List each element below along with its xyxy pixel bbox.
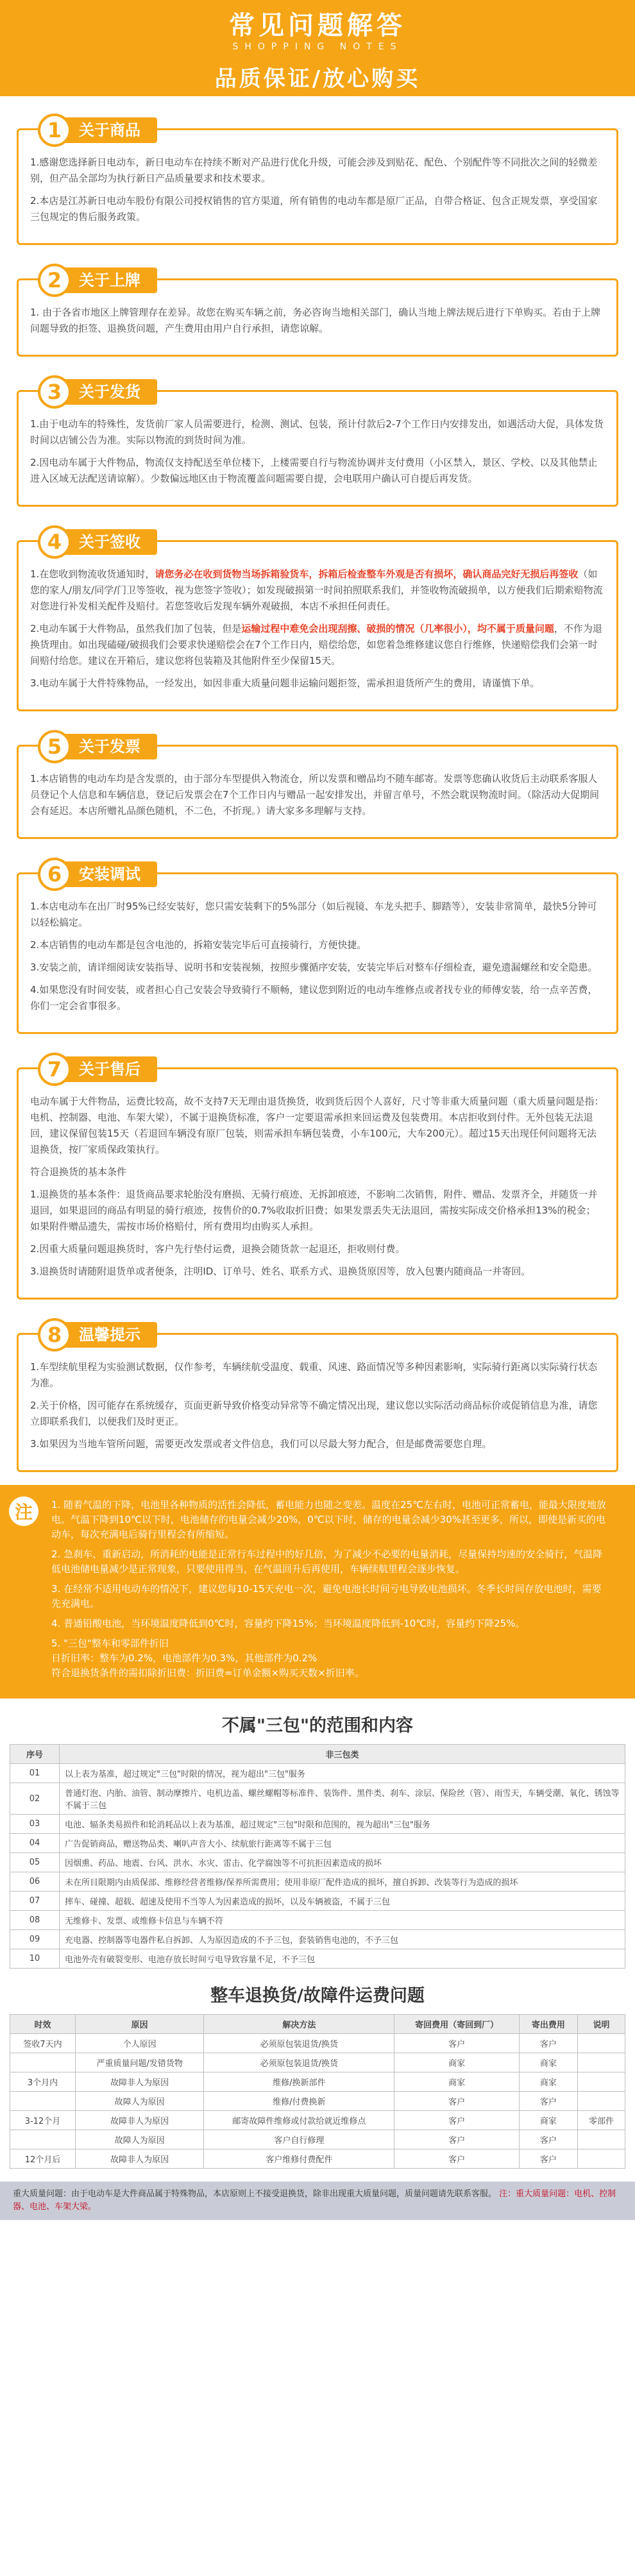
section-title: 关于发票 xyxy=(65,734,157,759)
table-header-cell: 解决方法 xyxy=(204,2015,394,2034)
table-row xyxy=(10,2149,625,2169)
paragraph-highlight: 请您务必在收到货物当场拆箱验货车，拆箱后检查整车外观是否有损坏，确认商品完好无损后再签收 xyxy=(155,568,579,580)
table-cell: 08 xyxy=(10,1911,60,1930)
table-header-cell: 序号 xyxy=(10,1745,60,1764)
table-row xyxy=(10,2111,625,2130)
table-cell: 客户 xyxy=(394,2092,519,2111)
table-cell: 摔车、碰撞、超载、超速及使用不当等人为因素造成的损坏，以及车辆被盗，不属于三包 xyxy=(60,1892,625,1911)
section-paragraph: 电动车属于大件物品，运费比较高，故不支持7天无理由退货换货，收到货后因个人喜好，尺寸等非重大质量问题（重大质量问题是指：电机、控制器、电池、车架大梁），不属于退换货标准，客户一定要退需承担来回运费及包装费用。本店拒收到付件。无外包装无法退回，建议保留包装15天（若退回车辆没有原厂包装，则需承担车辆包装费，小车100元，大车200元）。超过15天出现任何问题将无法退换货，按厂家质保政策执行。 xyxy=(30,1096,604,1155)
table-cell xyxy=(577,2053,625,2072)
table-cell: 01 xyxy=(10,1764,60,1783)
paragraph-text: 2.电动车属于大件物品，虽然我们加了包装，但是 xyxy=(30,623,242,634)
table-cell: 客户 xyxy=(394,2149,519,2169)
section-paragraph: 符合退换货的基本条件 xyxy=(30,1166,127,1178)
table-cell: 客户 xyxy=(394,2130,519,2149)
section-number: 6 xyxy=(38,858,71,891)
table-cell xyxy=(577,2149,625,2169)
section-paragraph: 1.本店销售的电动车均是含发票的，由于部分车型提供入物流仓，所以发票和赠品均不随车邮寄。发票等您确认收货后主动联系客服人员登记个人信息和车辆信息，登记后发票会在7个工作日内与赠品一起安排发出，并留言单号，不然会耽误物流时间。（除活动大促期间会有延迟。本店所赠礼品颜色随机，不二色，不折现。）请大家多多理解与支持。 xyxy=(30,773,600,817)
shipping-fee-table xyxy=(10,2014,625,2169)
table-cell: 商家 xyxy=(394,2072,519,2092)
faq-section xyxy=(17,734,618,839)
section-title: 关于发货 xyxy=(65,379,157,405)
section-paragraph: 2.因重大质量问题退换货时，客户先行垫付运费，退换会随货款一起退还，拒收则付费。 xyxy=(30,1243,405,1255)
table-cell: 客户自行修理 xyxy=(204,2130,394,2149)
table-row xyxy=(10,2053,625,2072)
section-paragraph: 2.本店是江苏新日电动车股份有限公司授权销售的官方渠道，所有销售的电动车都是原厂正品，自带合格证、包含正规发票，享受国家三包规定的售后服务政策。 xyxy=(30,195,598,223)
table-cell: 故障人为原因 xyxy=(76,2092,204,2111)
section-number: 1 xyxy=(38,114,71,147)
table-row xyxy=(10,1872,625,1892)
table-cell: 3-12个月 xyxy=(10,2111,76,2130)
table-header-cell: 时效 xyxy=(10,2015,76,2034)
section-title: 安装调试 xyxy=(65,861,157,887)
faq-section xyxy=(17,268,618,357)
notice-list xyxy=(51,1498,609,1681)
table-cell: 04 xyxy=(10,1834,60,1853)
table-cell: 客户 xyxy=(519,2149,577,2169)
section-number: 8 xyxy=(38,1318,71,1352)
section-header xyxy=(38,375,157,409)
table1-title: 不属"三包"的范围和内容 xyxy=(221,1716,414,1736)
section-title: 关于签收 xyxy=(65,529,157,555)
faq-section xyxy=(17,1057,618,1300)
table-cell: 广告促销商品，赠送物品类、喇叭声音大小、续航旅行距离等不属于三包 xyxy=(60,1834,625,1853)
table-cell: 普通灯泡、内胎、油管、制动摩擦片、电机边盖、螺丝螺帽等标准件、装饰件、黑件类、刹车、涂层、保险丝（管）、雨雪天，车辆受潮、氧化、锈蚀等不属于三包 xyxy=(60,1783,625,1815)
table-cell: 必须原包装退货/换货 xyxy=(204,2034,394,2053)
section-header xyxy=(38,1053,157,1086)
section-paragraph: 1.本店电动车在出厂时95%已经安装好，您只需安装剩下的5%部分（如后视镜、车龙头把手、脚踏等），安装非常简单，最快5分钟可以轻松搞定。 xyxy=(30,901,597,928)
table-cell: 未在所目限期内由质保部、维修经营者维修/保养所需费用；使用非原厂配件造成的损坏，擅自拆卸、改装等行为造成的损坏 xyxy=(60,1872,625,1892)
section-title: 关于上牌 xyxy=(65,267,157,293)
table-cell: 客户 xyxy=(519,2130,577,2149)
table-cell: 故障人为原因 xyxy=(76,2130,204,2149)
section-paragraph xyxy=(30,675,605,691)
table-header-row xyxy=(10,1745,625,1764)
table-header-cell: 说明 xyxy=(577,2015,625,2034)
paragraph-text: （如您的家人/朋友/同学/门卫等签收，视为您签字签收）；如发现破损第一时间拍照联系我们，并签收物流破损单，以方便我们后期索赔物流对您进行补发相关配件及赔付。若您签收后发现车辆外观破损，本店不承担任何责任。 xyxy=(30,568,603,612)
section-header xyxy=(38,525,157,559)
table-cell: 02 xyxy=(10,1783,60,1815)
table-cell: 12个月后 xyxy=(10,2149,76,2169)
paragraph-text: ，不作为退换货理由。如出现磕碰/破损我们会要求快递赔偿会在7个工作日内，赔偿给您，如您着急维修建议您自行维修，快递赔偿我们会第一时间赔付给您。建议在开箱后，建议您将包装箱及其他附件至少保留15天。 xyxy=(30,623,602,666)
section-paragraph: 2.本店销售的电动车都是包含电池的，拆箱安装完毕后可直接骑行，方便快捷。 xyxy=(30,939,367,951)
table-cell: 故障非人为原因 xyxy=(76,2111,204,2130)
notice-box xyxy=(0,1485,635,1699)
table-cell: 客户 xyxy=(519,2092,577,2111)
table-cell xyxy=(577,2034,625,2053)
page-subtitle-en: SHOPPING NOTES xyxy=(232,42,403,52)
table-cell: 以上表为基准，超过规定"三包"时限的情况，视为超出"三包"服务 xyxy=(60,1764,625,1783)
table-cell: 商家 xyxy=(519,2111,577,2130)
section-number: 4 xyxy=(38,525,71,559)
section-paragraph: 1.由于电动车的特殊性，发货前厂家人员需要进行，检测、测试、包装，预计付款后2-7个工作日内安排发出，如遇活动大促，具体发货时间以店铺公告为准。实际以物流的到货时间为准。 xyxy=(30,418,604,446)
table-cell: 签收7天内 xyxy=(10,2034,76,2053)
table-cell: 客户 xyxy=(394,2111,519,2130)
section-title: 关于商品 xyxy=(65,117,157,143)
section-paragraph xyxy=(30,621,605,669)
table-cell: 客户维修付费配件 xyxy=(204,2149,394,2169)
table-cell: 03 xyxy=(10,1815,60,1834)
table-row xyxy=(10,1783,625,1815)
table-row xyxy=(10,2072,625,2092)
table-cell: 电池外壳有破裂变形、电池存放长时间亏电导致容量不足，不予三包 xyxy=(60,1949,625,1969)
section-number: 7 xyxy=(38,1053,71,1086)
table-row xyxy=(10,1815,625,1834)
section-paragraph: 3.安装之前，请详细阅读安装指导、说明书和安装视频，按照步骤循序安装，安装完毕后对整车仔细检查，避免遗漏螺丝和安全隐患。 xyxy=(30,962,598,973)
section-paragraph: 1.感谢您选择新日电动车，新日电动车在持续不断对产品进行优化升级，可能会涉及到贴花、配色、个别配件等不同批次之间的轻微差别，但产品全部均为执行新日产品质量要求和技术要求。 xyxy=(30,157,598,184)
table-header-cell: 寄出费用 xyxy=(519,2015,577,2034)
section-paragraph: 3.如果因为当地车管所问题，需要更改发票或者文件信息，我们可以尽最大努力配合，但是邮费需要您自理。 xyxy=(30,1438,492,1450)
table-cell: 因烟熏、药品、地震、台风、洪水、水灾、雷击、化学腐蚀等不可抗拒因素造成的损坏 xyxy=(60,1853,625,1872)
table-row xyxy=(10,1764,625,1783)
table-row xyxy=(10,1911,625,1930)
notice-item: 1. 随着气温的下降，电池里各种物质的活性会降低，蓄电能力也随之变差。温度在25℃左右时，电池可正常蓄电，能最大限度地放电。气温下降到10℃以下时，电池储存的电量会减少20%，0℃以下时，储存的电量会减少30%甚至更多，所以，即使是新买的电动车，每次充满电后骑行里程会有所缩短。 xyxy=(51,1499,607,1540)
table-cell: 05 xyxy=(10,1853,60,1872)
table-row xyxy=(10,1949,625,1969)
table-cell xyxy=(10,2130,76,2149)
table-cell: 严重质量问题/发错货物 xyxy=(76,2053,204,2072)
table-row xyxy=(10,1892,625,1911)
table-header-cell: 原因 xyxy=(76,2015,204,2034)
table-cell xyxy=(10,2092,76,2111)
section-paragraph xyxy=(30,566,605,614)
table-cell: 商家 xyxy=(519,2072,577,2092)
page-slogan: 品质保证/放心购买 xyxy=(214,66,421,92)
notice-item: 3. 在经常不适用电动车的情况下，建议您每10-15天充电一次，避免电池长时间亏电导致电池损坏。冬季长时间存放电池时，需要先充满电。 xyxy=(51,1583,602,1609)
table2-title: 整车退换货/故障件运费问题 xyxy=(210,1986,425,2006)
table-cell: 客户 xyxy=(519,2034,577,2053)
table-cell: 10 xyxy=(10,1949,60,1969)
section-paragraph: 2.因电动车属于大件物品，物流仅支持配送至单位楼下，上楼需要自行与物流协调并支付费用（小区禁入，景区、学校、以及其他禁止进入区域无法配送请谅解）。少数偏远地区由于物流覆盖问题需要自提，会电联用户确认可自提后再发货。 xyxy=(30,457,598,484)
table-row xyxy=(10,2034,625,2053)
footnote-text: 重大质量问题：由于电动车是大件商品属于特殊物品，本店原则上不接受退换货，除非出现重大质量问题，质量问题请先联系客服。 xyxy=(13,2189,497,2199)
notice-item: 5. "三包"整车和零部件折旧 日折旧率：整车为0.2%，电池部件为0.3%，其他部件为0.2% 符合退换货条件的需扣除折旧费：折旧费=订单金额×购买天数×折旧率。 xyxy=(51,1638,364,1679)
notice-item: 2. 急刹车、重新启动，所消耗的电能是正常行车过程中的好几倍，为了减少不必要的电量消耗，尽量保持均速的安全骑行，气温降低电池储电量减少是正常现象，只要使用得当，在气温回升后再使用，车辆续航里程会逐步恢复。 xyxy=(51,1548,603,1575)
table-cell xyxy=(10,2053,76,2072)
table-cell xyxy=(577,2092,625,2111)
section-paragraph: 1.退换货的基本条件：退货商品要求轮胎没有磨损、无骑行痕迹、无拆卸痕迹，不影响二次销售，附件、赠品、发票齐全，并随货一并退回，如果退回的商品有明显的骑行痕迹，按售价的0.7%收取折旧费；如果发票丢失无法退回，需按实际成交价格承担13%的税金；如果附件赠品遗失，需按市场价格赔付，所有费用均由购买人承担。 xyxy=(30,1189,598,1232)
table-header-cell: 寄回费用（寄回到厂） xyxy=(394,2015,519,2034)
section-spacer xyxy=(0,1472,635,1485)
section-number: 2 xyxy=(38,264,71,297)
faq-section xyxy=(17,530,618,711)
table-cell: 邮寄故障件维修或付款给就近维修点 xyxy=(204,2111,394,2130)
section-header xyxy=(38,858,157,891)
notice-item: 4. 普通铅酸电池，当环境温度降低到0℃时，容量约下降15%；当环境温度降低到-10℃时，容量约下降25%。 xyxy=(51,1618,525,1629)
table-cell: 客户 xyxy=(394,2034,519,2053)
faq-section xyxy=(17,118,618,245)
table2-footnote xyxy=(0,2182,635,2220)
page-title: 常见问题解答 xyxy=(229,11,406,40)
table-cell xyxy=(577,2130,625,2149)
table-cell: 维修/换新部件 xyxy=(204,2072,394,2092)
table-cell: 电池、辐条类易损件和轮消耗品以上表为基准，超过规定"三包"时限和范围的，视为超出"三包"服务 xyxy=(60,1815,625,1834)
table-cell: 无维修卡、发票、或维修卡信息与车辆不符 xyxy=(60,1911,625,1930)
faq-section xyxy=(17,862,618,1034)
table-cell: 维修/付费换新 xyxy=(204,2092,394,2111)
table-row xyxy=(10,1930,625,1949)
table-cell: 必须原包装退货/换货 xyxy=(204,2053,394,2072)
faq-section xyxy=(17,1323,618,1472)
table-row xyxy=(10,2092,625,2111)
table-cell: 充电器、控制器等电器件私自拆卸、人为原因造成的不予三包，套装销售电池的，不予三包 xyxy=(60,1930,625,1949)
table-cell: 06 xyxy=(10,1872,60,1892)
faq-section xyxy=(17,380,618,507)
table-row xyxy=(10,1853,625,1872)
table-row xyxy=(10,2130,625,2149)
table-cell: 09 xyxy=(10,1930,60,1949)
section-header xyxy=(38,114,157,147)
table-cell: 个人原因 xyxy=(76,2034,204,2053)
non-warranty-table xyxy=(10,1744,625,1969)
faq-sections xyxy=(0,118,635,1485)
footnote-warning: 注：重大质量问题：电机、控制器、电池、车架大梁。 xyxy=(13,2189,616,2212)
table-cell: 商家 xyxy=(394,2053,519,2072)
section-paragraph: 1.车型续航里程为实验测试数据，仅作参考，车辆续航受温度、载重、风速、路面情况等多种因素影响，实际骑行距离以实际骑行状态为准。 xyxy=(30,1361,598,1389)
paragraph-text: 3.电动车属于大件特殊物品，一经发出，如因非重大质量问题非运输问题拒签，需承担退货所产生的费用，请谨慎下单。 xyxy=(30,677,540,689)
header-banner xyxy=(0,0,635,96)
table-cell: 零部件 xyxy=(577,2111,625,2130)
section-title: 温馨提示 xyxy=(65,1322,157,1348)
paragraph-highlight: 运输过程中难免会出现刮擦、破损的情况（几率很小），均不属于质量问题 xyxy=(241,623,554,634)
table-cell: 故障非人为原因 xyxy=(76,2149,204,2169)
table-header-row xyxy=(10,2015,625,2034)
section-header xyxy=(38,730,157,763)
table-cell: 3个月内 xyxy=(10,2072,76,2092)
table-cell xyxy=(577,2072,625,2092)
section-header xyxy=(38,1318,157,1352)
table-row xyxy=(10,1834,625,1853)
table-header-cell: 非三包类 xyxy=(60,1745,625,1764)
section-number: 5 xyxy=(38,730,71,763)
notice-badge: 注 xyxy=(9,1496,38,1526)
section-paragraph: 1. 由于各省市地区上牌管理存在差异。故您在购买车辆之前，务必咨询当地相关部门，确认当地上牌法规后进行下单购买。若由于上牌问题导致的拒签、退换货问题，产生费用由用户自行承担，请您谅解。 xyxy=(30,307,601,334)
section-number: 3 xyxy=(38,375,71,409)
section-header xyxy=(38,264,157,297)
section-paragraph: 3.退换货时请随附退货单或者便条，注明ID、订单号、姓名、联系方式、退换货原因等，放入包裹内随商品一并寄回。 xyxy=(30,1266,531,1277)
paragraph-text: 1.在您收到物流收货通知时， xyxy=(30,568,155,580)
section-paragraph: 4.如果您没有时间安装，或者担心自己安装会导致骑行不顺畅，建议您到附近的电动车维修点或者找专业的师傅安装，给一点辛苦费，你们一定会省事很多。 xyxy=(30,984,598,1012)
table-cell: 故障非人为原因 xyxy=(76,2072,204,2092)
table-cell: 07 xyxy=(10,1892,60,1911)
section-paragraph: 2.关于价格，因可能存在系统缓存，页面更新导致价格变动异常等不确定情况出现，建议您以实际活动商品标价或促销信息为准，请您立即联系我们，以便我们及时更正。 xyxy=(30,1400,598,1427)
table-cell: 商家 xyxy=(519,2053,577,2072)
section-title: 关于售后 xyxy=(65,1056,157,1082)
